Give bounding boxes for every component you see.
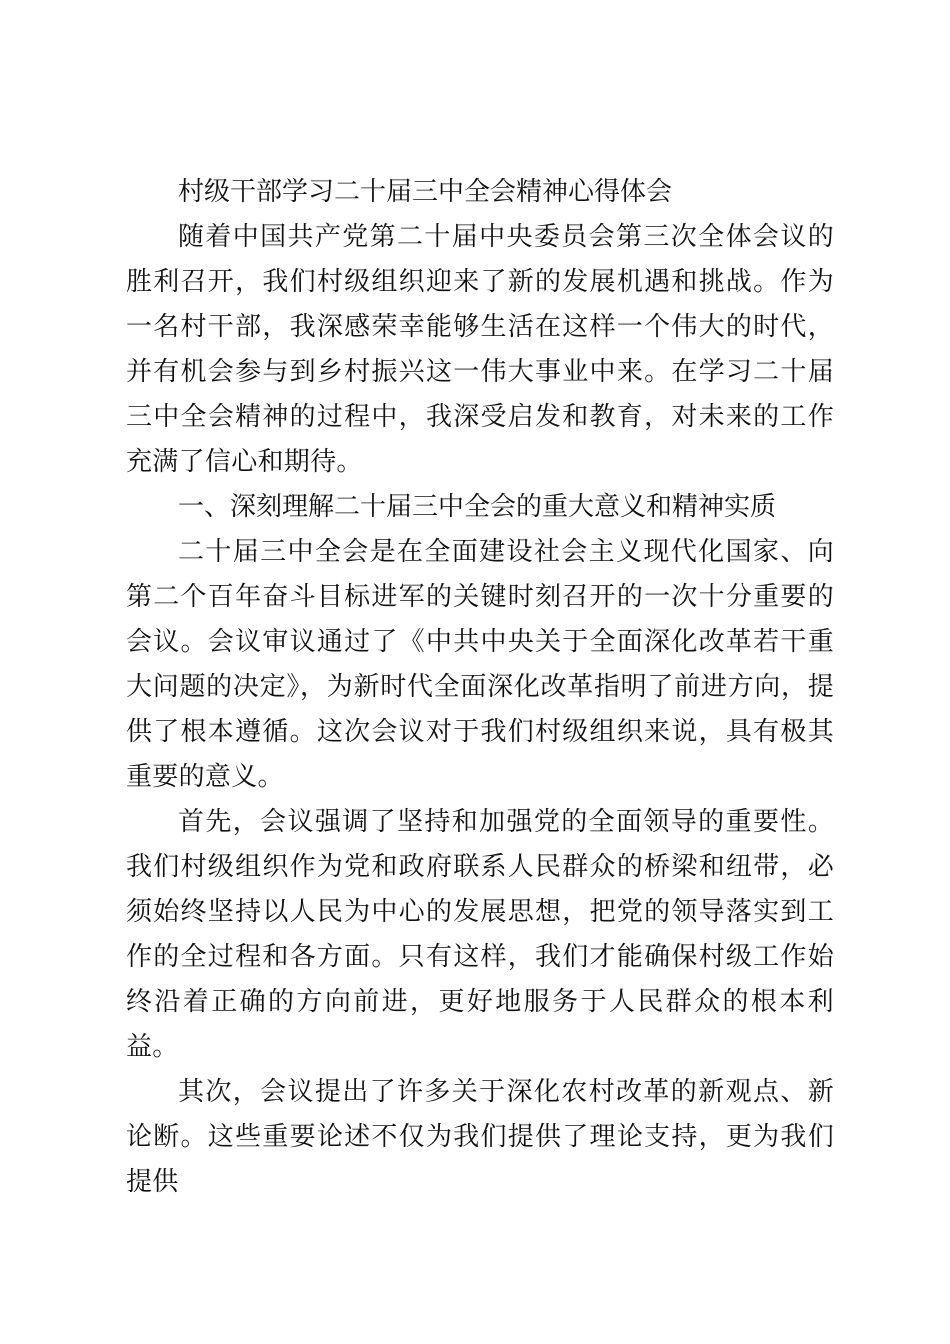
document-body bbox=[126, 170, 834, 1205]
section-heading-1: 一、深刻理解二十届三中全会的重大意义和精神实质 bbox=[178, 492, 777, 522]
paragraph-significance: 二十届三中全会是在全面建设社会主义现代化国家、向第二个百年奋斗目标进军的关键时刻召开的一次十分重要的会议。会议审议通过了《中共中央关于全面深化改革若干重大问题的决定》，为新时代全面深化改革指明了前进方向，提供了根本遵循。这次会议对于我们村级组织来说，具有极其重要的意义。 bbox=[126, 537, 834, 792]
paragraph-intro: 随着中国共产党第二十届中央委员会第三次全体会议的胜利召开，我们村级组织迎来了新的发展机遇和挑战。作为一名村干部，我深感荣幸能够生活在这样一个伟大的时代，并有机会参与到乡村振兴这一伟大事业中来。在学习二十届三中全会精神的过程中，我深受启发和教育，对未来的工作充满了信心和期待。 bbox=[126, 222, 834, 477]
paragraph-first-point: 首先，会议强调了坚持和加强党的全面领导的重要性。我们村级组织作为党和政府联系人民群众的桥梁和纽带，必须始终坚持以人民为中心的发展思想，把党的领导落实到工作的全过程和各方面。只有这样，我们才能确保村级工作始终沿着正确的方向前进，更好地服务于人民群众的根本利益。 bbox=[126, 807, 834, 1062]
paragraph-second-point: 其次，会议提出了许多关于深化农村改革的新观点、新论断。这些重要论述不仅为我们提供了理论支持，更为我们提供 bbox=[126, 1077, 834, 1197]
document-title: 村级干部学习二十届三中全会精神心得体会 bbox=[178, 177, 673, 207]
